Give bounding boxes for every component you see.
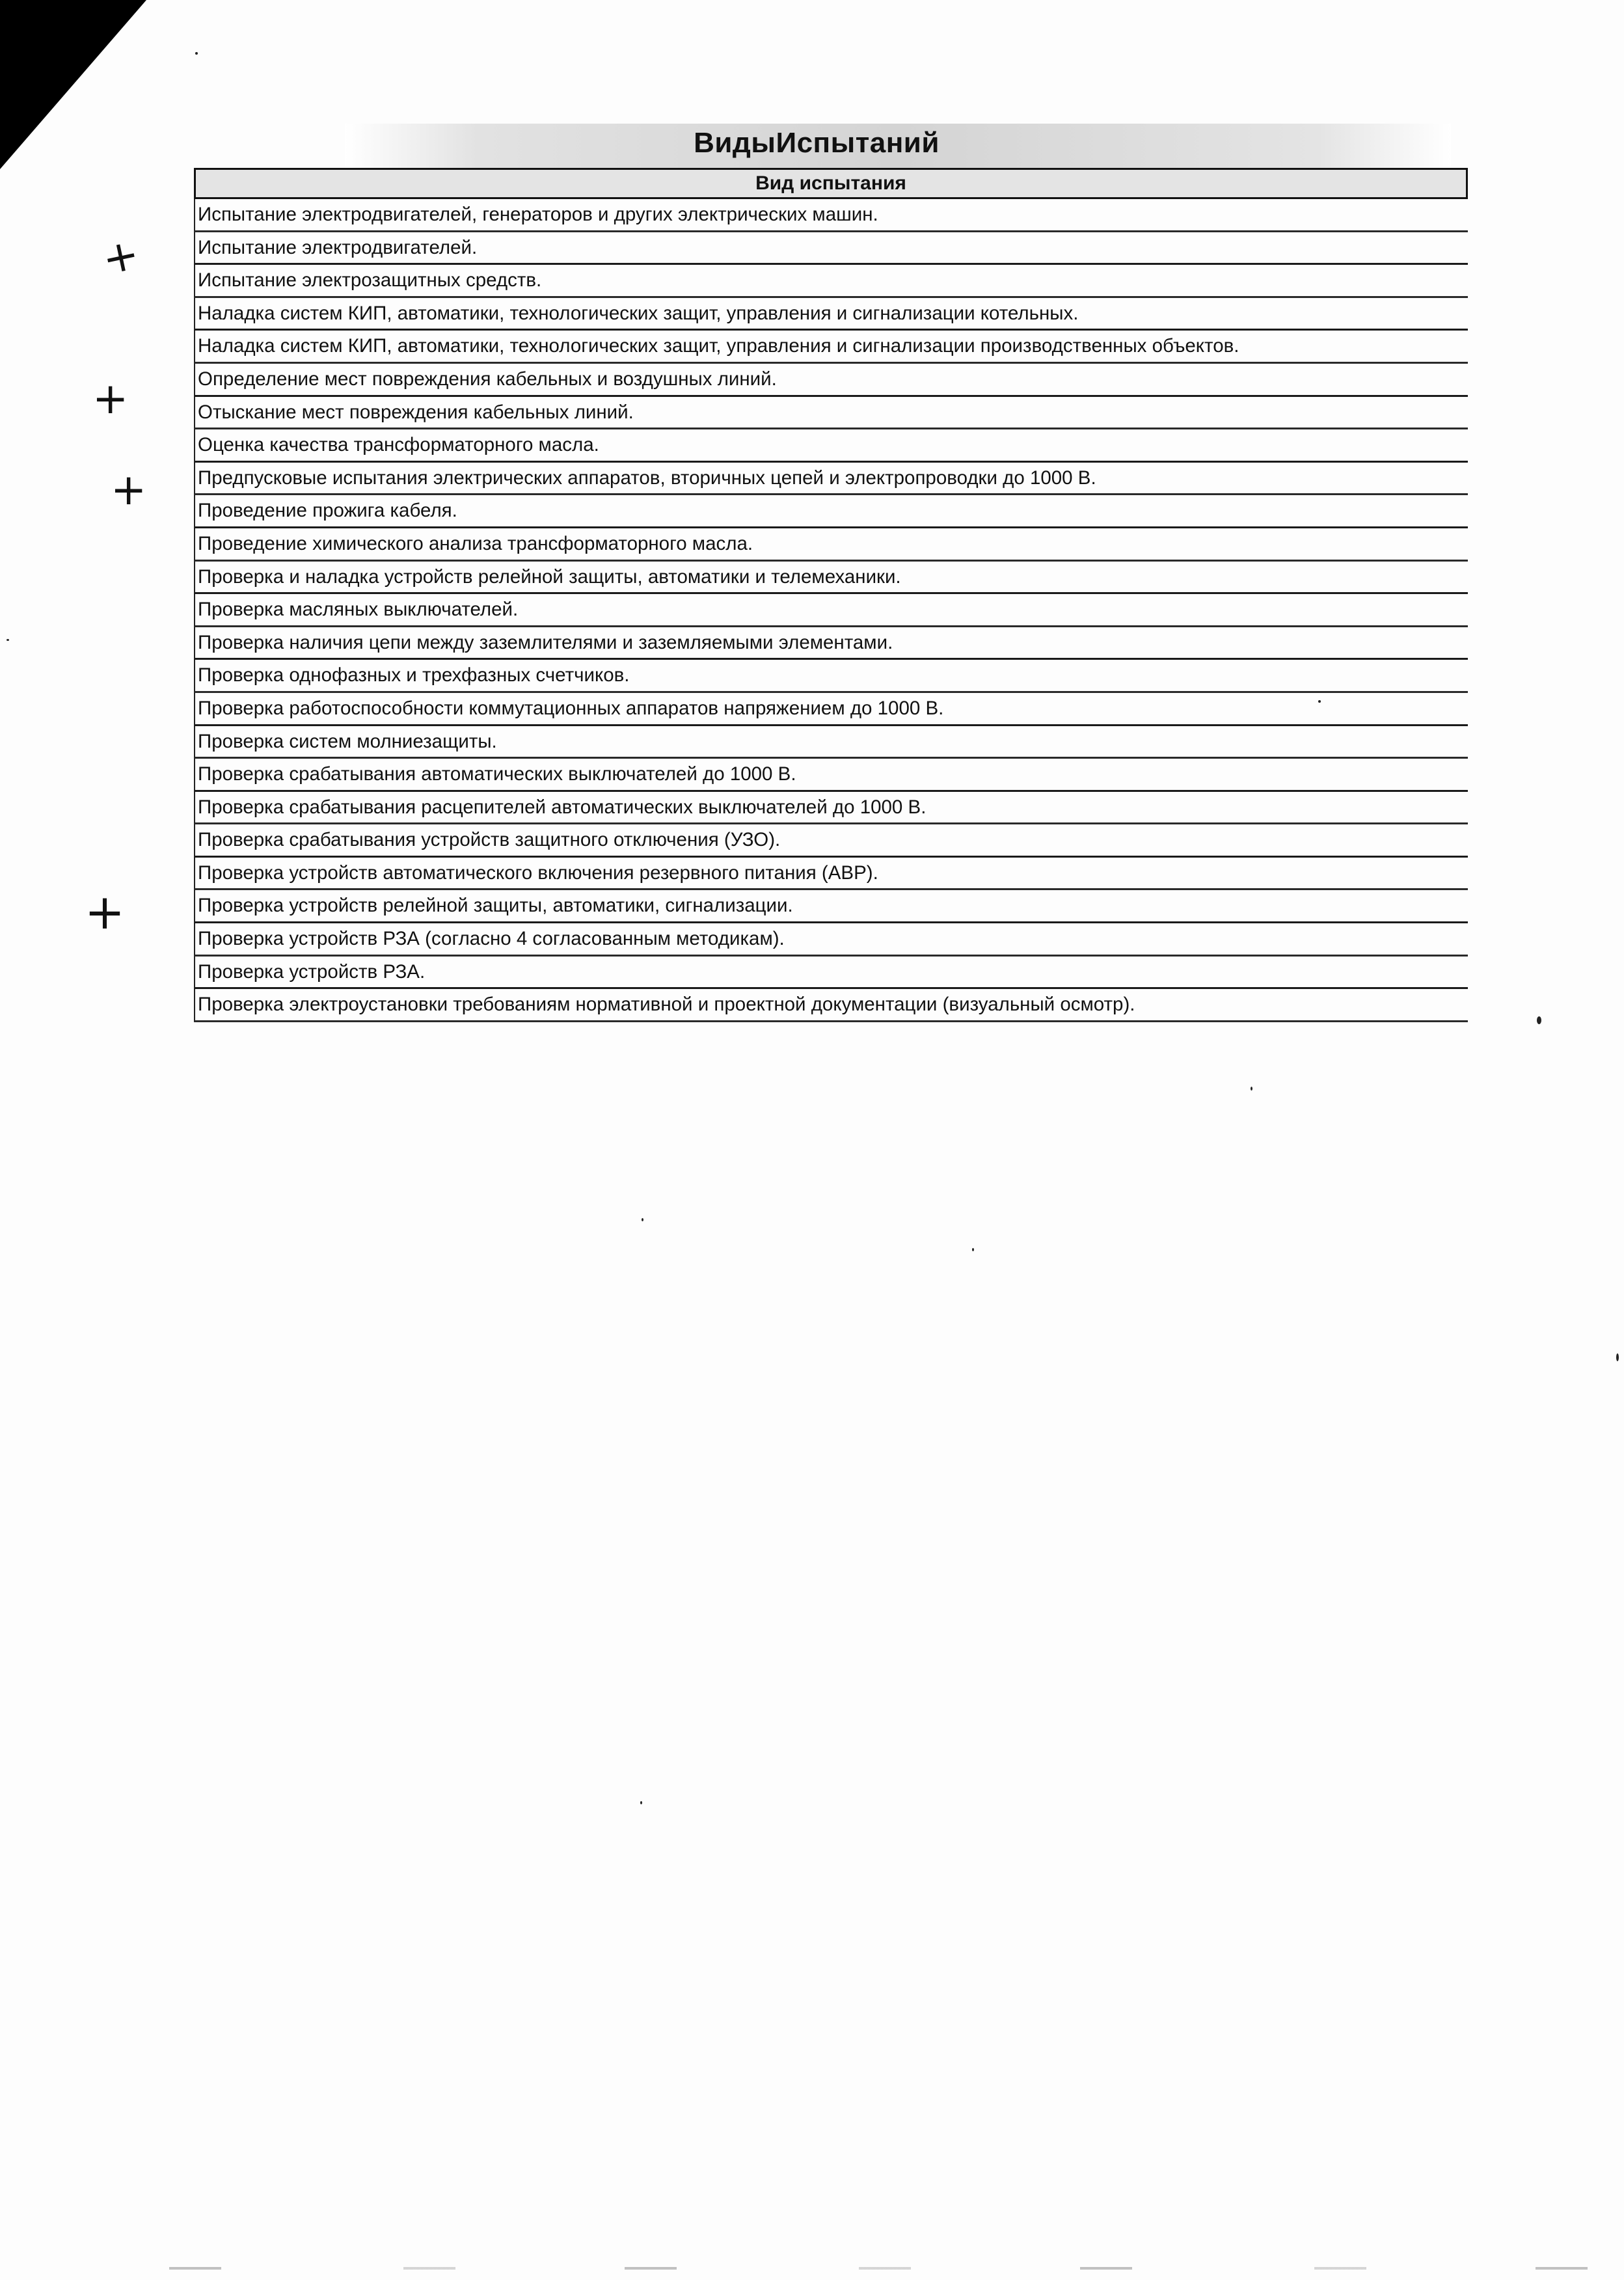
- table-row: Оценка качества трансформаторного масла.: [194, 429, 1468, 463]
- test-types-table: [194, 168, 1468, 1022]
- scan-corner-shadow: [0, 0, 146, 169]
- handwritten-plus-mark: +: [92, 373, 129, 424]
- table-row: Наладка систем КИП, автоматики, технологических защит, управления и сигнализации производственных объектов.: [194, 331, 1468, 364]
- table-row: Испытание электрозащитных средств.: [194, 265, 1468, 298]
- table-row: Проверка и наладка устройств релейной защиты, автоматики и телемеханики.: [194, 562, 1468, 595]
- scan-speck: [7, 639, 9, 641]
- table-row: Проверка срабатывания расцепителей автоматических выключателей до 1000 В.: [194, 792, 1468, 825]
- table-row: Предпусковые испытания электрических аппаратов, вторичных цепей и электропроводки до 1000 В.: [194, 463, 1468, 496]
- table-row: Наладка систем КИП, автоматики, технологических защит, управления и сигнализации котельных.: [194, 298, 1468, 331]
- column-header: Вид испытания: [194, 168, 1468, 199]
- table-row: Проверка масляных выключателей.: [194, 594, 1468, 627]
- table-row: Проверка устройств РЗА (согласно 4 согласованным методикам).: [194, 923, 1468, 957]
- table-row: Проверка устройств автоматического включения резервного питания (АВР).: [194, 858, 1468, 891]
- scan-speck: [1616, 1353, 1619, 1361]
- table-row: Проведение прожига кабеля.: [194, 495, 1468, 528]
- scan-speck: [1318, 700, 1321, 703]
- table-row: Проверка работоспособности коммутационных аппаратов напряжением до 1000 В.: [194, 693, 1468, 726]
- table-row: Проверка наличия цепи между заземлителями и заземляемыми элементами.: [194, 627, 1468, 660]
- table-row: Проверка систем молниезащиты.: [194, 726, 1468, 759]
- table-row: Проверка срабатывания автоматических выключателей до 1000 В.: [194, 759, 1468, 792]
- table-row: Отыскание мест повреждения кабельных линий.: [194, 397, 1468, 430]
- table-row: Проверка устройств РЗА.: [194, 957, 1468, 990]
- scan-speck: [1251, 1087, 1252, 1091]
- scan-speck: [640, 1801, 642, 1804]
- table-row: Проверка электроустановки требованиям нормативной и проектной документации (визуальный осмотр).: [194, 989, 1468, 1022]
- handwritten-plus-mark: +: [111, 465, 147, 515]
- table-row: Проверка устройств релейной защиты, автоматики, сигнализации.: [194, 890, 1468, 923]
- scan-speck: [972, 1248, 974, 1251]
- table-row: Проверка однофазных и трехфазных счетчиков.: [194, 660, 1468, 693]
- document-title: ВидыИспытаний: [694, 127, 940, 159]
- handwritten-plus-mark: +: [85, 884, 126, 940]
- handwritten-plus-mark: +: [98, 228, 144, 285]
- scan-bottom-noise: [0, 2267, 1624, 2270]
- scan-speck: [195, 52, 198, 55]
- table-row: Испытание электродвигателей, генераторов и других электрических машин.: [194, 199, 1468, 232]
- table-row: Проведение химического анализа трансформаторного масла.: [194, 528, 1468, 562]
- table-row: Проверка срабатывания устройств защитного отключения (УЗО).: [194, 824, 1468, 858]
- table-body: [194, 199, 1468, 1022]
- scan-speck: [1537, 1016, 1541, 1024]
- table-row: Определение мест повреждения кабельных и воздушных линий.: [194, 364, 1468, 397]
- table-row: Испытание электродвигателей.: [194, 232, 1468, 265]
- scan-speck: [642, 1218, 643, 1221]
